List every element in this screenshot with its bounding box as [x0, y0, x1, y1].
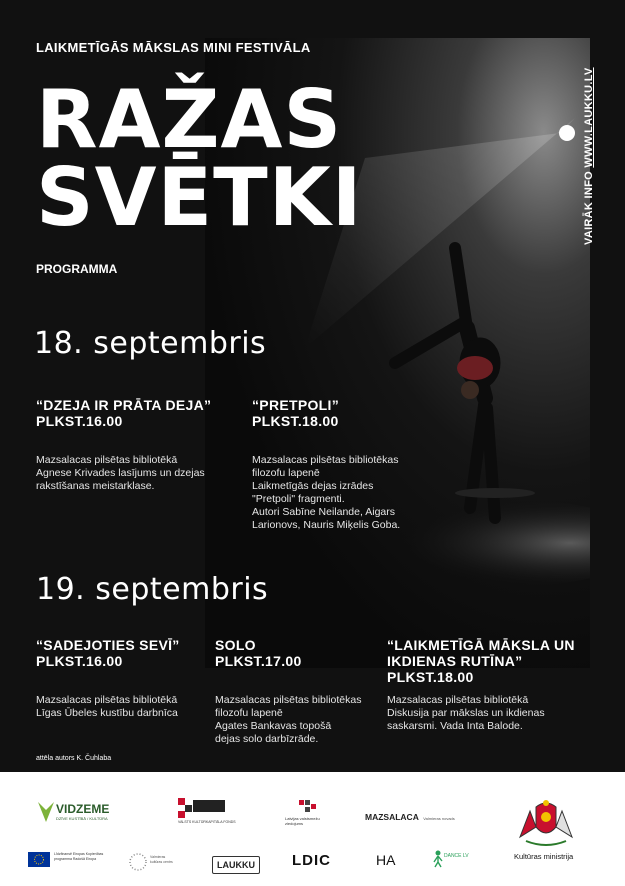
event-solo: [215, 637, 385, 746]
vidzeme-logo: VIDZEME DZĪVE KUSTĪBĀ / KULTŪRA: [36, 800, 116, 826]
website-link[interactable]: WWW.LAUKKU.LV: [583, 67, 595, 168]
title-line-1: RAŽAS: [36, 73, 343, 166]
event-time: PLKST.16.00: [36, 653, 123, 669]
event-description: Mazsalacas pilsētas bibliotēkā Agnese Krivades lasījums un dzejas rakstīšanas meistarklase.: [36, 454, 205, 492]
kulturas-ministrija-logo: Kultūras ministrija: [512, 797, 580, 865]
creative-europe-logo: Līdzfinansē Eiropas Kopienības programma Radošā Eiropa: [28, 852, 118, 872]
ha-logo: HA: [376, 852, 396, 868]
more-info-prefix: VAIRĀK INFO: [583, 171, 595, 245]
event-laikmetiga: [387, 637, 622, 733]
eu-flag-icon: [28, 852, 50, 867]
event-description: Mazsalacas pilsētas bibliotēkā Diskusija par mākslas un ikdienas saskarsmi. Vada Inta Balode.: [387, 694, 545, 732]
kkf-logo: VALSTS KULTŪRKAPITĀLA FONDS: [178, 798, 230, 828]
mazsalaca-logo: MAZSALACA Valmieras novads: [365, 812, 455, 822]
programma-label: PROGRAMMA: [36, 262, 118, 276]
valmiera-culture-logo: Valmieras kultūras centrs: [128, 852, 178, 876]
event-title: “DZEJA IR PRĀTA DEJA”: [36, 397, 212, 413]
lv-forests-logo: Latvijas valstsmežu ziedojums: [285, 800, 340, 828]
laukku-logo: LAUKKU: [212, 856, 260, 874]
date-day2: 19. septembris: [36, 572, 269, 607]
event-title: “SADEJOTIES SEVĪ”: [36, 637, 180, 653]
event-title: “PRETPOLI”: [252, 397, 340, 413]
event-dzeja: [36, 397, 236, 493]
vidzeme-leaf-icon: [36, 800, 56, 824]
event-title: SOLO: [215, 637, 256, 653]
ldic-logo: LDIC: [292, 852, 331, 869]
lv-forests-icon: [299, 800, 323, 814]
event-pretpoli: [252, 397, 452, 532]
coat-of-arms-icon: [516, 797, 576, 849]
title-line-2: SVĒTKI: [36, 151, 363, 244]
event-time: PLKST.17.00: [215, 653, 302, 669]
event-sadejoties: [36, 637, 211, 720]
photo-credit: attēla autors K. Čuhlaba: [36, 755, 112, 762]
event-description: Mazsalacas pilsētas bibliotēkā Līgas Ūbeles kustību darbnīca: [36, 694, 178, 719]
spotlight-lamp: [559, 125, 575, 141]
event-description: Mazsalacas pilsētas bibliotēkas filozofu lapenē Laikmetīgās dejas izrādes "Pretpoli" fragmenti. Autori Sabīne Neilande, Aigars Larionovs, Nauris Miķelis Goba.: [252, 454, 401, 531]
event-time: PLKST.16.00: [36, 413, 123, 429]
dot-ring-icon: [128, 852, 148, 872]
event-time: PLKST.18.00: [387, 669, 474, 685]
date-day1: 18. septembris: [34, 326, 267, 361]
event-description: Mazsalacas pilsētas bibliotēkas filozofu lapenē Agates Bankavas topošā dejas solo darbīzrāde.: [215, 694, 362, 745]
event-title-line2: IKDIENAS RUTĪNA”: [387, 653, 523, 669]
event-time: PLKST.18.00: [252, 413, 339, 429]
sponsor-logos: [0, 772, 625, 886]
more-info-vertical: [583, 67, 595, 245]
dance-lv-logo: DANCE LV: [430, 850, 476, 874]
kkf-mark-icon: [178, 798, 192, 818]
festival-subtitle: LAIKMETĪGĀS MĀKSLAS MINI FESTIVĀLA: [36, 40, 311, 55]
event-title-line1: “LAIKMETĪGĀ MĀKSLA UN: [387, 637, 575, 653]
